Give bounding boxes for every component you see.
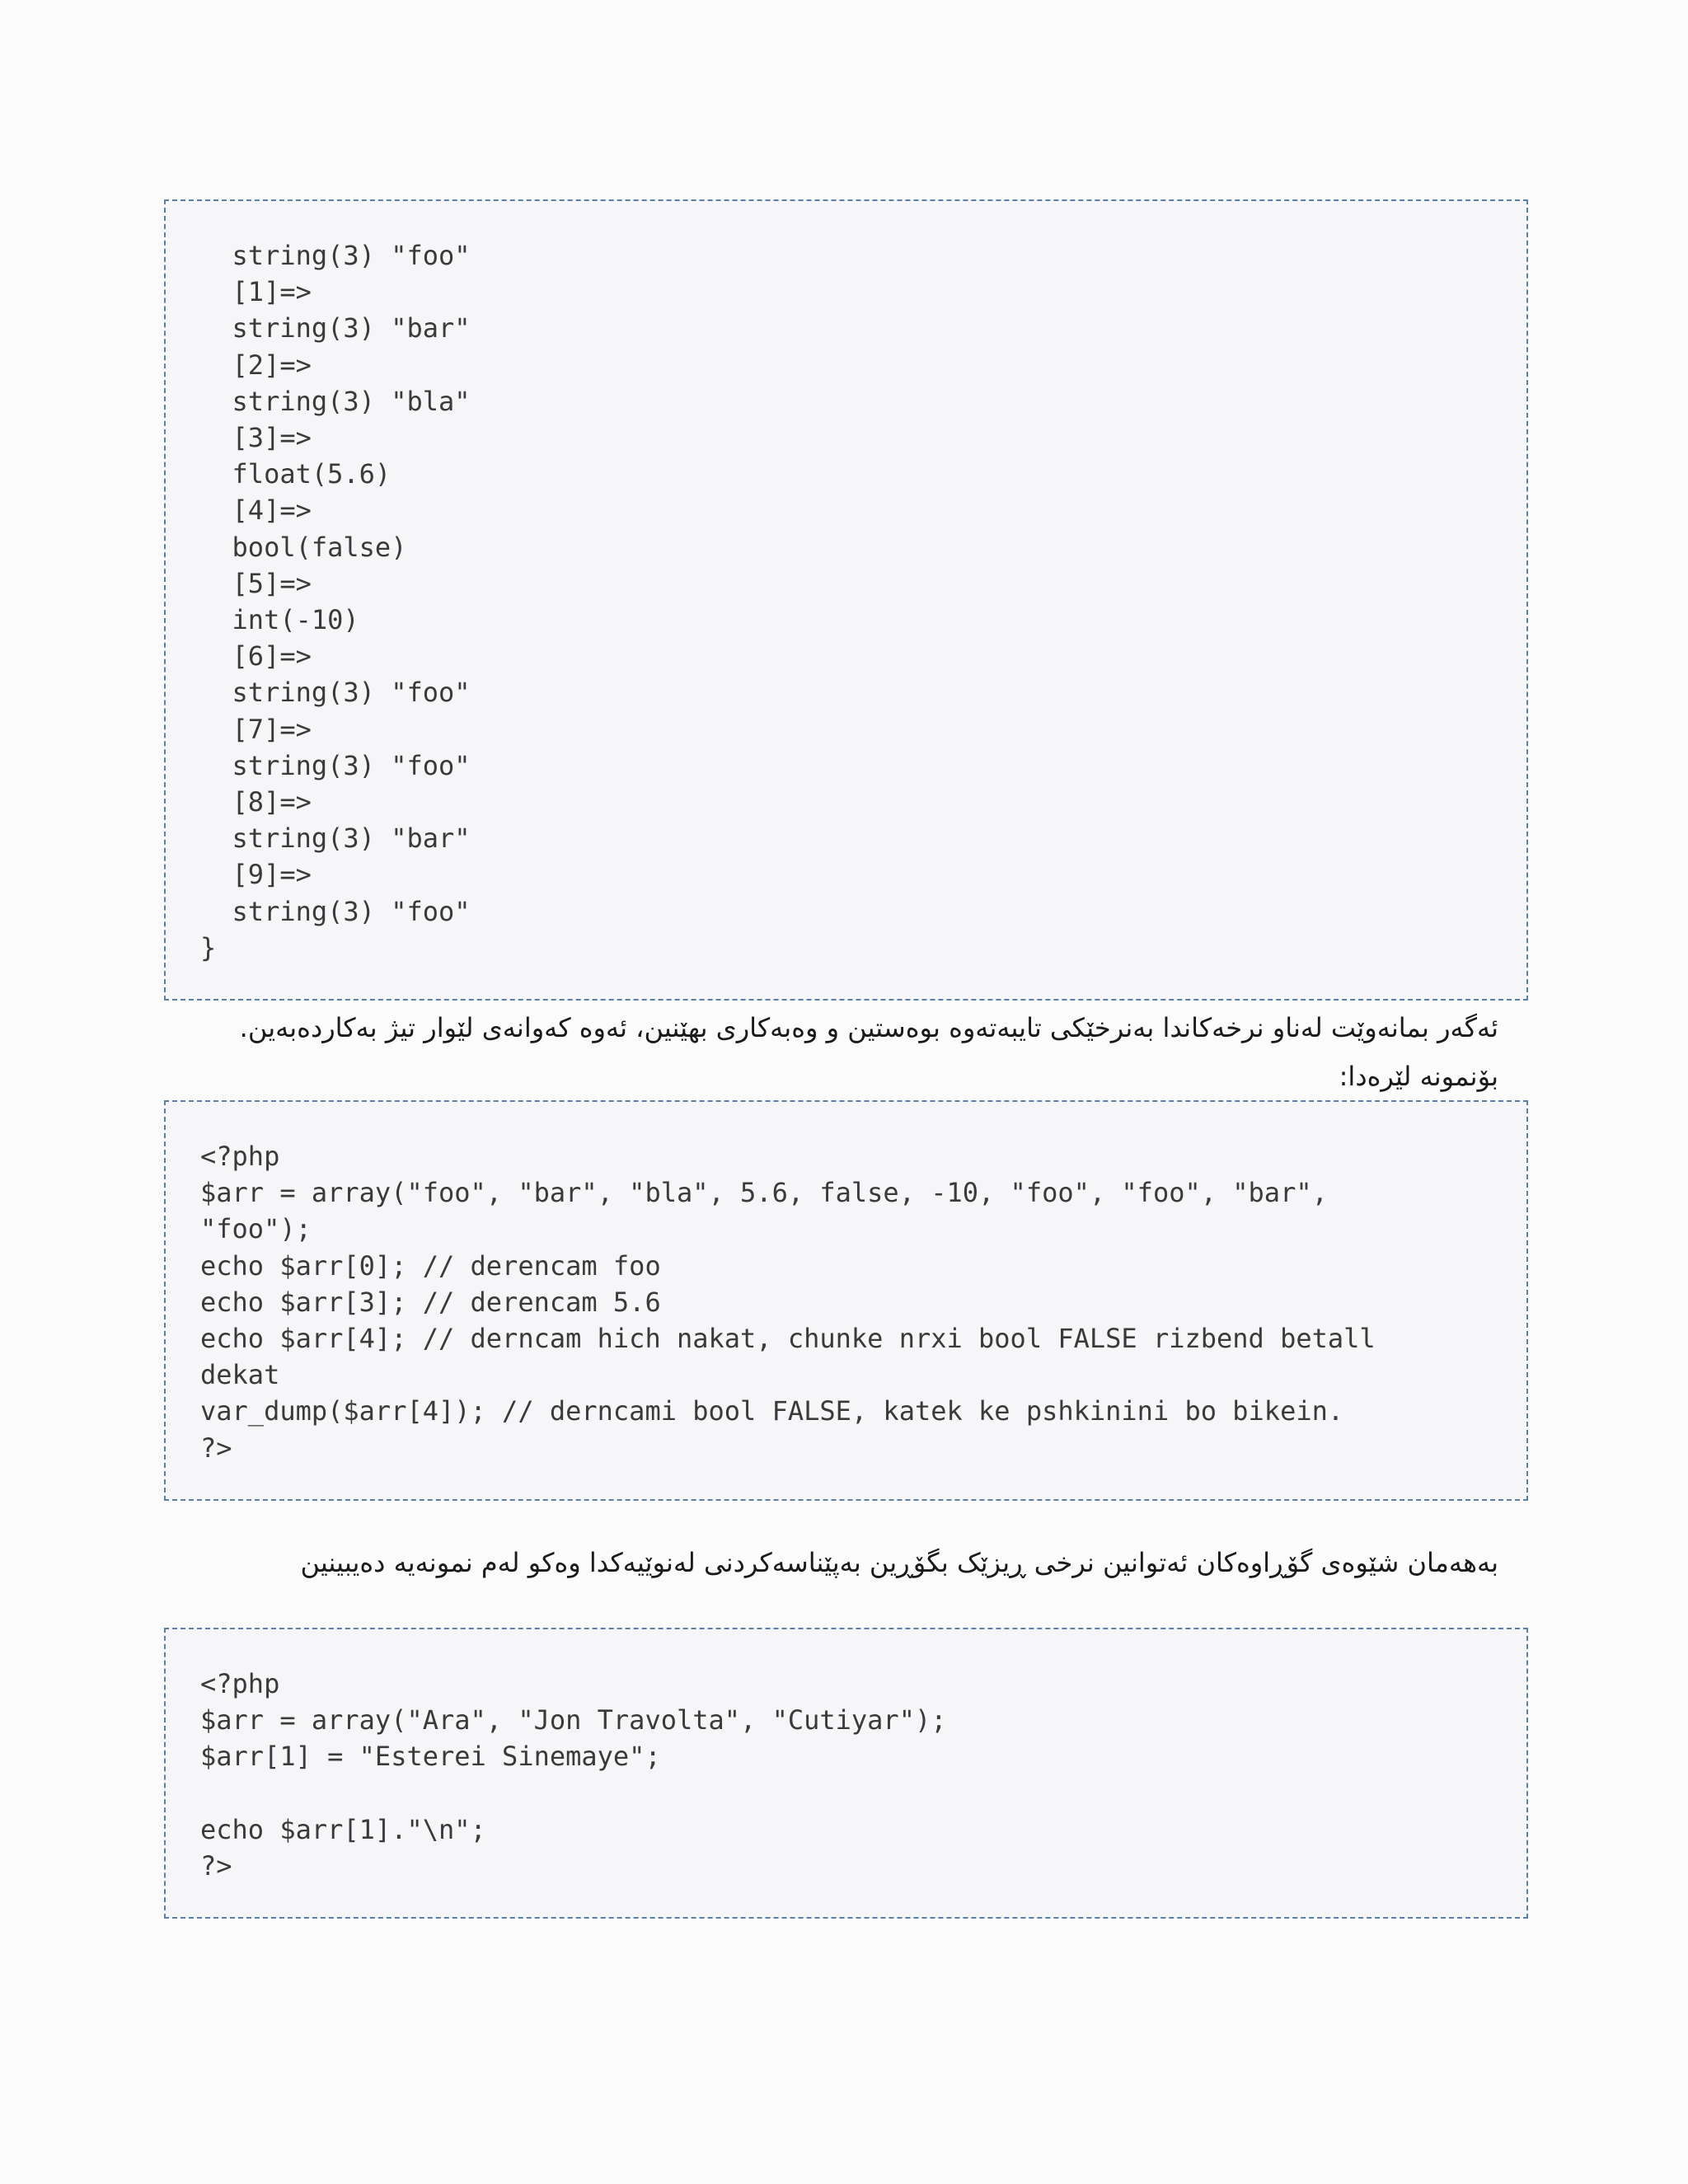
paragraph-text: ئەگەر بمانەوێت لەناو نرخەکاندا بەنرخێکی تایبەتەوە بوەستین و وەبەکاری بهێنین، ئەوە کەوانەی لێوار تیژ بەکاردەبەین.: [239, 1012, 1498, 1043]
code-text: string(3) "foo" [1]=> string(3) "bar" [2]=> string(3) "bla" [3]=> float(5.6) [4]=> bool(false) [5]=> int(-10) [6]=> string(3) "foo" [7]=> string(3) "foo" [8]=> string(3) "bar" [9]=> string(3) "foo" }: [200, 240, 471, 963]
code-block-var-dump-output: [164, 199, 1528, 1001]
paragraph-text: بۆنمونە لێرەدا:: [1339, 1061, 1498, 1092]
code-text: <?php $arr = array("Ara", "Jon Travolta", "Cutiyar"); $arr[1] = "Esterei Sinemaye"; echo $arr[1]."\n"; ?>: [200, 1668, 947, 1882]
code-block-array-access-example: [164, 1100, 1528, 1501]
code-block-array-modify-example: [164, 1628, 1528, 1919]
paragraph-text: بەهەمان شێوەی گۆڕاوەکان ئەتوانین نرخی ڕیزێک بگۆڕین بەپێناسەکردنی لەنوێیەکدا وەکو لەم نمونەیە دەیبینین: [300, 1547, 1498, 1578]
code-text: <?php $arr = array("foo", "bar", "bla", 5.6, false, -10, "foo", "foo", "bar", "foo"); echo $arr[0]; // derencam foo echo $arr[3]; // derencam 5.6 echo $arr[4]; // derncam hich nakat, chunke nrxi bool FALSE rizbend betall dekat var_dump($arr[4]); // derncami bool FALSE, katek ke pshkinini bo bikein. ?>: [200, 1141, 1376, 1464]
